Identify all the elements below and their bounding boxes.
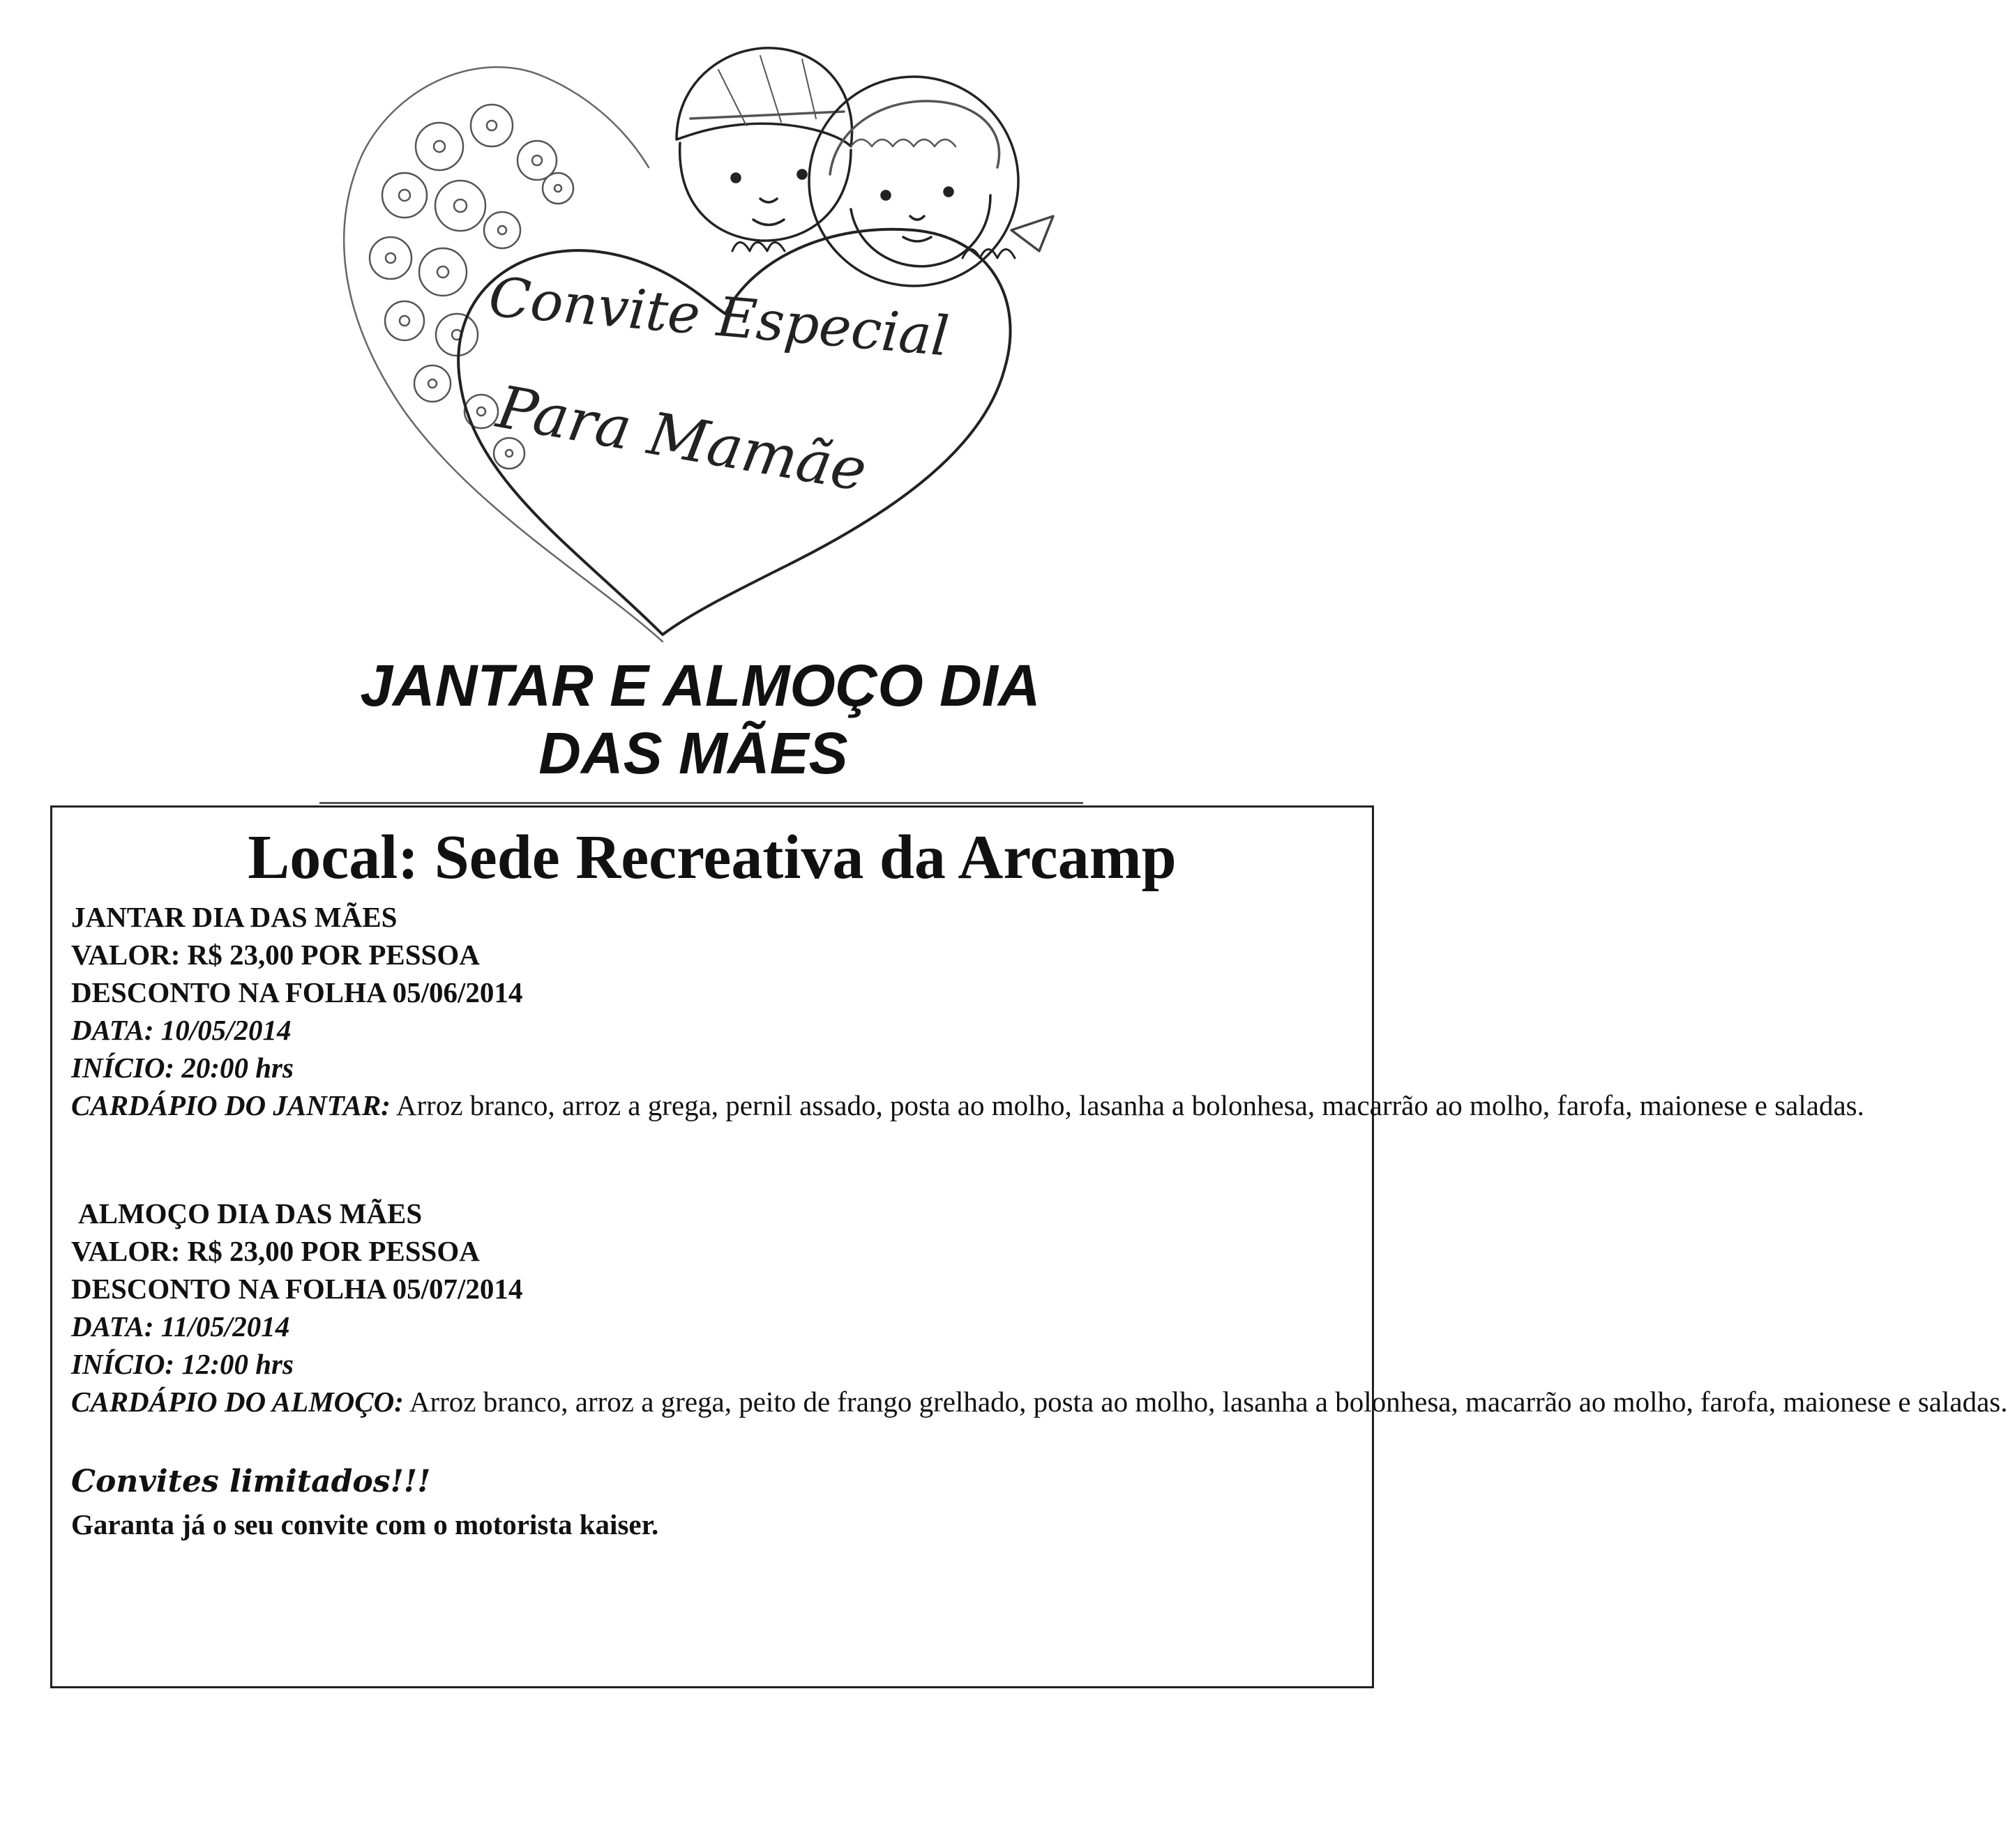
- mothers-day-illustration: [300, 21, 1095, 652]
- jantar-valor: VALOR: R$ 23,00 POR PESSOA: [71, 939, 480, 971]
- reservation-note: Garanta já o seu convite com o motorista kaiser.: [71, 1508, 659, 1540]
- almoco-section: [71, 1195, 2008, 1421]
- jantar-cardapio: [71, 1086, 1864, 1124]
- headline-line-1: JANTAR E ALMOÇO DIA: [360, 653, 1041, 718]
- almoco-valor: VALOR: R$ 23,00 POR PESSOA: [71, 1235, 480, 1267]
- jantar-cardapio-label: CARDÁPIO DO JANTAR:: [71, 1089, 391, 1121]
- almoco-inicio: INÍCIO: 12:00 hrs: [71, 1348, 294, 1380]
- almoco-cardapio-text: Arroz branco, arroz a grega, peito de frango grelhado, posta ao molho, lasanha a bolonhesa, macarrão ao molho, farofa, maionese e saladas.: [403, 1386, 2008, 1418]
- jantar-data: DATA: 10/05/2014: [71, 1014, 292, 1046]
- jantar-cardapio-text: Arroz branco, arroz a grega, pernil assado, posta ao molho, lasanha a bolonhesa, macarrão ao molho, farofa, maionese e saladas.: [390, 1089, 1864, 1121]
- headline-line-2: DAS MÃES: [538, 720, 848, 786]
- location-title: Local: Sede Recreativa da Arcamp: [248, 823, 1177, 892]
- lettering-line-1: Convite Especial: [486, 266, 951, 369]
- divider: [319, 802, 1083, 804]
- jantar-section: [71, 898, 1864, 1124]
- event-details-box: [50, 805, 2008, 1688]
- jantar-inicio: INÍCIO: 20:00 hrs: [71, 1052, 294, 1084]
- lettering-line-2: Para Mamãe: [492, 372, 872, 505]
- almoco-desconto: DESCONTO NA FOLHA 05/07/2014: [71, 1273, 523, 1305]
- almoco-cardapio-label: CARDÁPIO DO ALMOÇO:: [71, 1386, 404, 1418]
- limited-invites-note: Convites limitados!!!: [71, 1464, 431, 1499]
- almoco-title: ALMOÇO DIA DAS MÃES: [78, 1197, 423, 1229]
- jantar-desconto: DESCONTO NA FOLHA 05/06/2014: [71, 976, 523, 1008]
- almoco-cardapio: [71, 1383, 2008, 1421]
- illustration-lettering: [486, 266, 976, 565]
- jantar-title: JANTAR DIA DAS MÃES: [71, 901, 398, 933]
- almoco-data: DATA: 11/05/2014: [71, 1310, 290, 1342]
